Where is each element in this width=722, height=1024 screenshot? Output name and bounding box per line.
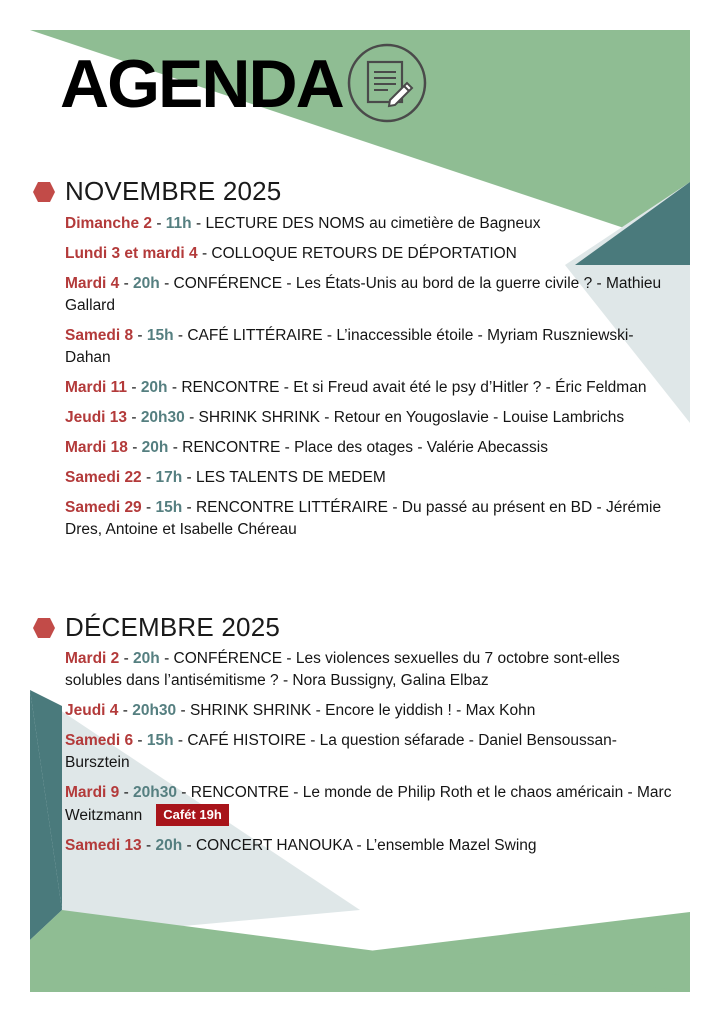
event-day: Mardi 4	[65, 275, 120, 292]
page-title: AGENDA	[60, 46, 343, 122]
event-text: CAFÉ HISTOIRE - La question séfarade - Daniel Bensoussan-Bursztein	[65, 732, 617, 771]
event-day: Lundi 3 et mardi 4	[65, 245, 198, 262]
month-title: NOVEMBRE 2025	[65, 176, 282, 206]
event-text: SHRINK SHRINK - Encore le yiddish ! - Max Kohn	[189, 702, 536, 719]
event-day: Mardi 18	[65, 439, 128, 456]
cafet-badge: Cafét 19h	[156, 804, 229, 826]
event-text: SHRINK SHRINK - Retour en Yougoslavie - Louise Lambrichs	[198, 409, 625, 426]
event-item: Lundi 3 et mardi 4 - COLLOQUE RETOURS DE DÉPORTATION	[65, 245, 517, 262]
event-time: 11h	[165, 215, 192, 232]
event-text: LECTURE DES NOMS au cimetière de Bagneux	[205, 215, 541, 232]
event-item: Jeudi 4 - 20h30 - SHRINK SHRINK - Encore le yiddish ! - Max Kohn	[65, 702, 536, 719]
event-item: Samedi 13 - 20h - CONCERT HANOUKA - L’ensemble Mazel Swing	[65, 837, 537, 854]
event-time: 20h30	[132, 702, 177, 719]
event-day: Samedi 22	[65, 469, 142, 486]
event-time: 20h	[140, 379, 168, 396]
event-text: CONCERT HANOUKA - L’ensemble Mazel Swing	[195, 837, 537, 854]
event-time: 15h	[146, 732, 174, 749]
event-item: Jeudi 13 - 20h30 - SHRINK SHRINK - Retour en Yougoslavie - Louise Lambrichs	[65, 409, 625, 426]
event-list-december	[65, 648, 675, 865]
event-text: RENCONTRE - Le monde de Philip Roth et le chaos américain - Marc Weitzmann	[65, 784, 672, 824]
event-item: Samedi 29 - 15h - RENCONTRE LITTÉRAIRE - Du passé au présent en BD - Jérémie Dres, Antoine et Isabelle Chéreau	[65, 499, 662, 538]
event-day: Mardi 9	[65, 784, 120, 801]
event-time: 17h	[155, 469, 183, 486]
event-list-november	[65, 213, 675, 549]
event-item: Samedi 8 - 15h - CAFÉ LITTÉRAIRE - L’inaccessible étoile - Myriam Ruszniewski-Dahan	[65, 327, 634, 366]
event-day: Samedi 29	[65, 499, 142, 516]
event-day: Jeudi 4	[65, 702, 119, 719]
event-time: 15h	[146, 327, 174, 344]
document-pen-icon	[346, 42, 428, 124]
event-time: 15h	[155, 499, 183, 516]
event-time: 20h	[133, 650, 160, 667]
event-time: 20h	[155, 837, 183, 854]
event-text: CONFÉRENCE - Les violences sexuelles du 7 octobre sont-elles solubles dans l’antisémitisme ? - Nora Bussigny, Galina Elbaz	[65, 650, 620, 689]
event-text: COLLOQUE RETOURS DE DÉPORTATION	[211, 245, 517, 262]
event-day: Dimanche 2	[65, 215, 153, 232]
event-time: 20h30	[133, 784, 177, 801]
event-item: Mardi 11 - 20h - RENCONTRE - Et si Freud avait été le psy d’Hitler ? - Éric Feldman	[65, 379, 647, 396]
event-text: CAFÉ LITTÉRAIRE - L’inaccessible étoile - Myriam Ruszniewski-Dahan	[65, 327, 634, 366]
month-title: DÉCEMBRE 2025	[65, 612, 281, 642]
event-day: Mardi 11	[65, 379, 128, 396]
event-item: Mardi 4 - 20h - CONFÉRENCE - Les États-Unis au bord de la guerre civile ? - Mathieu Gallard	[65, 275, 662, 314]
month-header-november	[32, 176, 281, 207]
event-time: 20h	[133, 275, 160, 292]
event-text: CONFÉRENCE - Les États-Unis au bord de la guerre civile ? - Mathieu Gallard	[65, 275, 662, 314]
event-text: RENCONTRE - Place des otages - Valérie Abecassis	[182, 439, 548, 456]
event-item: Samedi 6 - 15h - CAFÉ HISTOIRE - La question séfarade - Daniel Bensoussan-Bursztein	[65, 732, 617, 771]
event-text: LES TALENTS DE MEDEM	[195, 469, 386, 486]
event-item: Mardi 9 - 20h30 - RENCONTRE - Le monde de Philip Roth et le chaos américain - Marc Weitzmann Cafét 19h	[65, 784, 672, 824]
event-day: Samedi 13	[65, 837, 142, 854]
event-time: 20h	[141, 439, 169, 456]
event-item: Mardi 2 - 20h - CONFÉRENCE - Les violences sexuelles du 7 octobre sont-elles solubles dans l’antisémitisme ? - Nora Bussigny, Galina Elbaz	[65, 650, 620, 689]
event-text: RENCONTRE - Et si Freud avait été le psy d’Hitler ? - Éric Feldman	[181, 379, 647, 396]
event-text: RENCONTRE LITTÉRAIRE - Du passé au présent en BD - Jérémie Dres, Antoine et Isabelle Chéreau	[65, 499, 662, 538]
month-header-december	[32, 612, 280, 643]
event-item: Dimanche 2 - 11h - LECTURE DES NOMS au cimetière de Bagneux	[65, 215, 541, 232]
event-item: Samedi 22 - 17h - LES TALENTS DE MEDEM	[65, 469, 386, 486]
hexagon-icon	[32, 181, 56, 203]
hexagon-icon	[32, 617, 56, 639]
event-day: Samedi 8	[65, 327, 134, 344]
event-item: Mardi 18 - 20h - RENCONTRE - Place des otages - Valérie Abecassis	[65, 439, 548, 456]
event-day: Samedi 6	[65, 732, 134, 749]
event-day: Mardi 2	[65, 650, 120, 667]
event-time: 20h30	[140, 409, 185, 426]
event-day: Jeudi 13	[65, 409, 128, 426]
